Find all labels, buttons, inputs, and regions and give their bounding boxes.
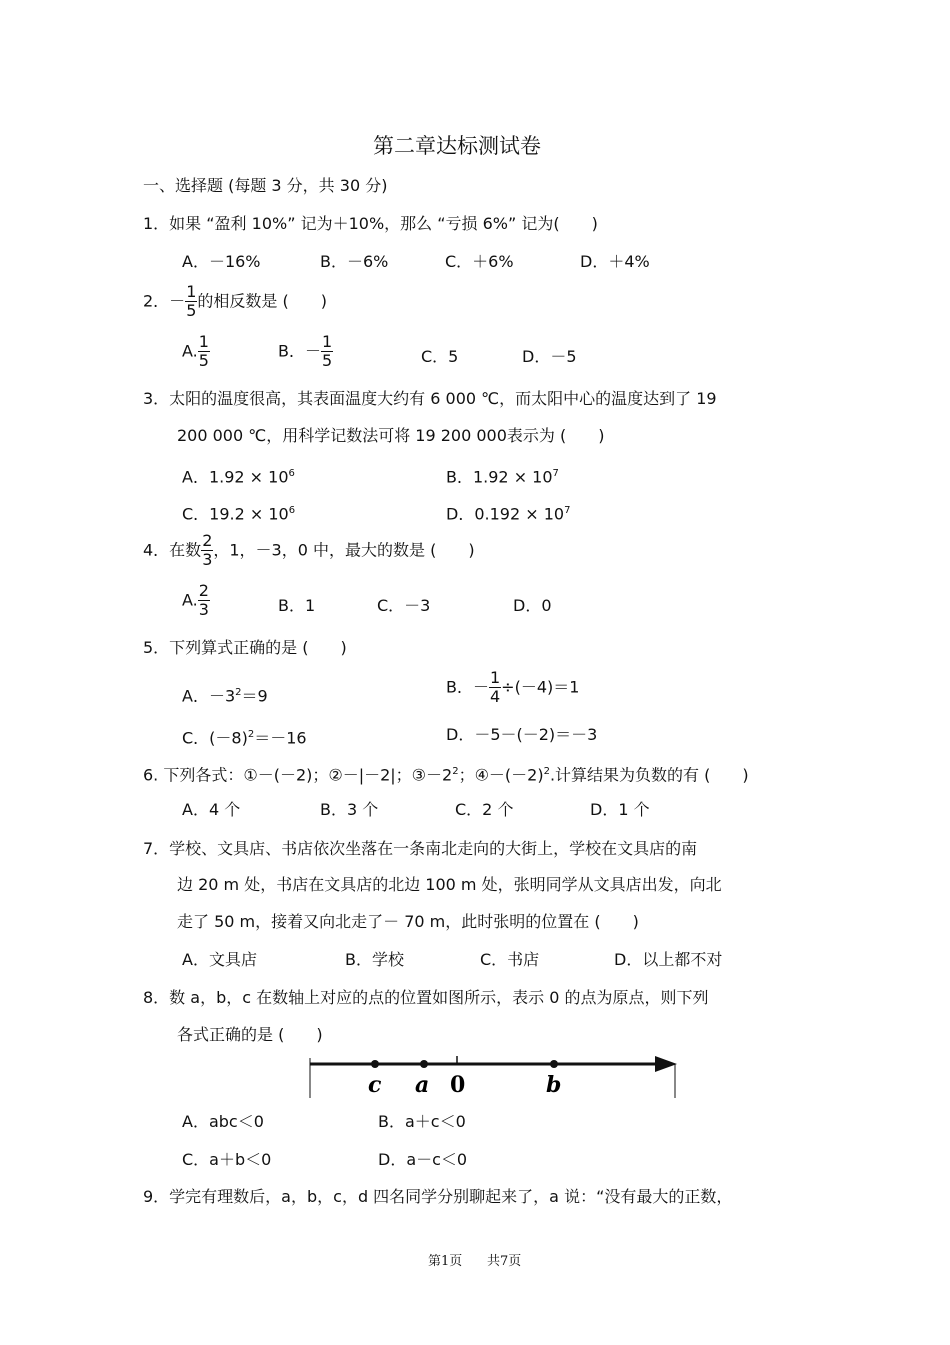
label-b: b [546, 1072, 562, 1098]
question-5-stem: 5．下列算式正确的是 ( ) [143, 638, 347, 657]
question-1-option-b: B．－6% [320, 252, 389, 271]
question-8-line-1: 8．数 a，b，c 在数轴上对应的点的位置如图所示，表示 0 的点为原点，则下列 [143, 988, 709, 1007]
question-4-option-c: C．－3 [377, 596, 431, 615]
question-8-option-a: A．abc＜0 [182, 1112, 264, 1131]
fraction: $\frac{1}{4}$ [489, 668, 501, 706]
point-b [550, 1060, 558, 1068]
question-6-option-d: D．1 个 [590, 800, 650, 819]
question-1-option-d: D．＋4% [580, 252, 650, 271]
question-3-line-2: 200 000 ℃，用科学记数法可将 19 200 000表示为 ( ) [177, 426, 605, 445]
question-7-line-3: 走了 50 m，接着又向北走了－ 70 m，此时张明的位置在 ( ) [177, 912, 639, 931]
question-1-stem: 1．如果 “盈利 10%” 记为＋10%，那么 “亏损 6%” 记为( ) [143, 214, 598, 233]
question-4-stem: 4．在数 $\frac{2}{3}$ ，1，－3，0 中，最大的数是 ( ) [143, 531, 475, 569]
question-2-option-d: D．－5 [522, 347, 577, 366]
question-6-option-b: B．3 个 [320, 800, 379, 819]
question-6-option-a: A．4 个 [182, 800, 241, 819]
question-7-option-d: D．以上都不对 [614, 950, 723, 969]
arrow-head-icon [655, 1056, 677, 1072]
question-6-option-c: C．2 个 [455, 800, 514, 819]
point-a [420, 1060, 428, 1068]
question-8-option-d: D．a－c＜0 [378, 1150, 468, 1169]
point-c [371, 1060, 379, 1068]
question-8-option-c: C．a＋b＜0 [182, 1150, 272, 1169]
fraction: $\frac{2}{3}$ [198, 581, 209, 619]
question-3-option-c: C．$19.2 \times 10^6$ [182, 504, 296, 524]
question-5-option-c: C．$(-8)^2=-16$ [182, 728, 307, 748]
question-2-option-b: B．－ $\frac{1}{5}$ [278, 332, 333, 370]
question-2-number: 2．－ [143, 291, 186, 311]
question-8-line-2: 各式正确的是 ( ) [177, 1025, 323, 1044]
question-3-option-b: B．$1.92 \times 10^7$ [446, 467, 559, 487]
fraction: $\frac{1}{5}$ [186, 282, 197, 320]
question-4-option-d: D．0 [513, 596, 552, 615]
question-1-option-c: C．＋6% [445, 252, 514, 271]
label-c: c [368, 1072, 382, 1098]
question-2-option-a: A. $\frac{1}{5}$ [182, 332, 209, 370]
question-3-option-a: A．$1.92 \times 10^6$ [182, 467, 295, 487]
fraction: $\frac{2}{3}$ [202, 531, 213, 569]
question-5-option-b: B．－ $\frac{1}{4}$ ÷(－4)＝1 [446, 668, 580, 706]
question-5-option-d: D．－5－(－2)＝－3 [446, 725, 598, 744]
number-line-figure [300, 1048, 685, 1100]
question-6-stem: 6. 下列各式：①－(－2)；②－|－2|；$③-2^2$；$④-(-2)^2$.计算结果为负数的有 ( ) [143, 765, 749, 785]
question-4-option-b: B．1 [278, 596, 316, 615]
question-2-stem [143, 284, 327, 319]
question-2-text: 的相反数是 ( ) [197, 291, 327, 311]
question-3-option-d: D．$0.192 \times 10^7$ [446, 504, 571, 524]
question-3-line-1: 3．太阳的温度很高，其表面温度大约有 6 000 ℃，而太阳中心的温度达到了 19 [143, 389, 717, 408]
section-heading: 一、选择题 (每题 3 分，共 30 分) [143, 176, 388, 195]
question-9-line-1: 9．学完有理数后，a，b，c，d 四名同学分别聊起来了，a 说：“没有最大的正数， [143, 1187, 733, 1206]
question-7-option-c: C．书店 [480, 950, 540, 969]
question-1-option-a: A．－16% [182, 252, 261, 271]
label-a: a [415, 1072, 430, 1098]
question-5-option-a: A．$-3^2=9$ [182, 686, 268, 706]
label-zero: 0 [450, 1072, 466, 1098]
question-7-line-2: 边 20 m 处，书店在文具店的北边 100 m 处，张明同学从文具店出发，向北 [177, 875, 722, 894]
fraction: $\frac{1}{5}$ [198, 332, 209, 370]
question-2-option-c: C．5 [421, 347, 459, 366]
question-4-option-a: A. $\frac{2}{3}$ [182, 581, 209, 619]
page-title: 第二章达标测试卷 [373, 134, 541, 158]
footer-total-pages: 共7页 [487, 1254, 522, 1269]
question-8-option-b: B．a＋c＜0 [378, 1112, 466, 1131]
question-7-option-b: B．学校 [345, 950, 404, 969]
question-7-option-a: A．文具店 [182, 950, 257, 969]
question-7-line-1: 7．学校、文具店、书店依次坐落在一条南北走向的大街上，学校在文具店的南 [143, 839, 698, 858]
footer-page-number: 第1页 [428, 1254, 463, 1269]
fraction: $\frac{1}{5}$ [321, 332, 333, 370]
